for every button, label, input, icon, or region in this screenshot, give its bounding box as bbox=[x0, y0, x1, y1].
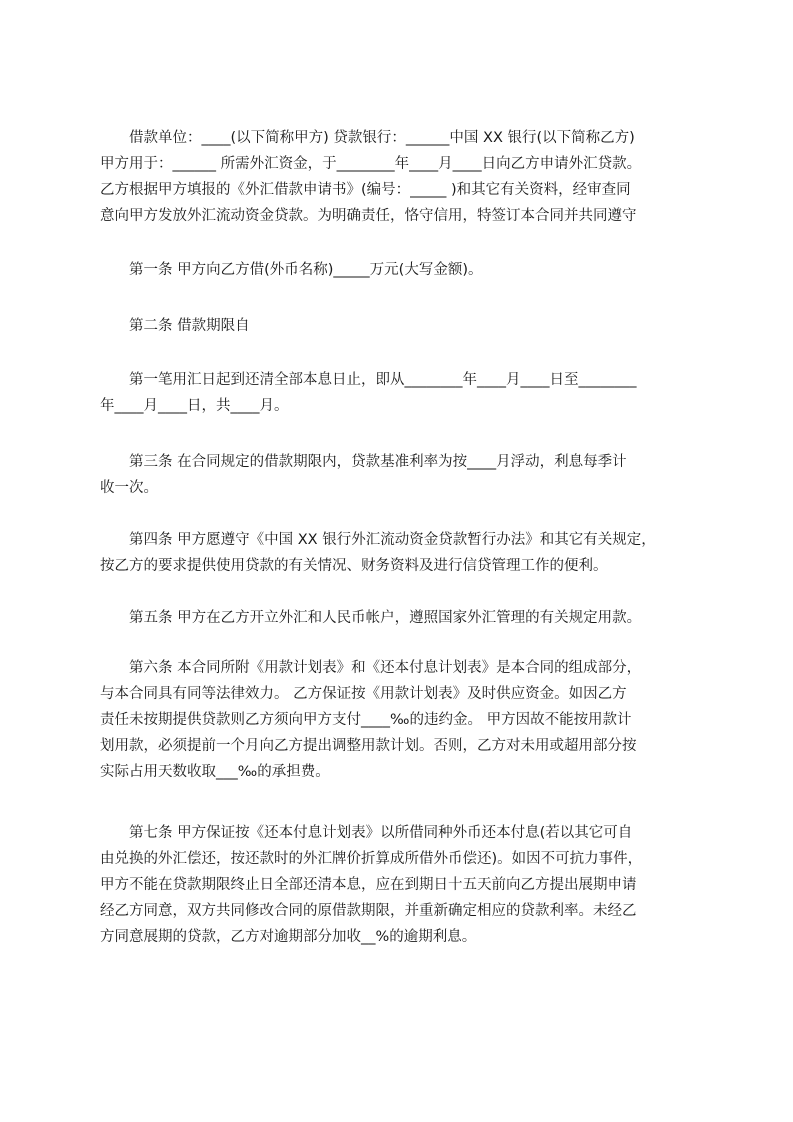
article-4-line-1: 第四条 甲方愿遵守《中国 XX 银行外汇流动资金贷款暂行办法》和其它有关规定， bbox=[100, 532, 656, 548]
intro-line-4: 意向甲方发放外汇流动资金贷款。为明确责任，恪守信用，特签订本合同并共同遵守 bbox=[100, 208, 637, 224]
article-6-line-4: 划用款，必须提前一个月向乙方提出调整用款计划。否则，乙方对未用或超用部分按 bbox=[100, 738, 637, 754]
article-4-paragraph bbox=[100, 527, 704, 579]
article-2-paragraph bbox=[100, 313, 704, 339]
article-5-line-1: 第五条 甲方在乙方开立外汇和人民币帐户，遵照国家外汇管理的有关规定用款。 bbox=[100, 610, 642, 626]
article-7-line-4: 经乙方同意，双方共同修改合同的原借款期限，并重新确定相应的贷款利率。未经乙 bbox=[100, 903, 637, 919]
article-6-line-1: 第六条 本合同所附《用款计划表》和《还本付息计划表》是本合同的组成部分， bbox=[100, 660, 642, 676]
article-7-line-3: 甲方不能在贷款期限终止日全部还清本息，应在到期日十五天前向乙方提出展期申请 bbox=[100, 877, 637, 893]
article-6-line-2: 与本合同具有同等法律效力。 乙方保证按《用款计划表》及时供应资金。如因乙方 bbox=[100, 686, 627, 702]
intro-line-3: 乙方根据甲方填报的《外汇借款申请书》(编号：_____ )和其它有关资料，经审查同 bbox=[100, 182, 631, 198]
article-4-line-2: 按乙方的要求提供使用贷款的有关情况、财务资料及进行信贷管理工作的便利。 bbox=[100, 558, 608, 574]
article-2-detail-paragraph bbox=[100, 367, 704, 419]
article-6-line-3: 责任未按期提供贷款则乙方须向甲方支付____‰的违约金。 甲方因故不能按用款计 bbox=[100, 712, 632, 728]
article-3-line-1: 第三条 在合同规定的借款期限内，贷款基准利率为按____月浮动，利息每季计 bbox=[100, 454, 627, 470]
intro-paragraph bbox=[100, 125, 704, 229]
article-7-line-2: 由兑换的外汇偿还，按还款时的外汇牌价折算成所借外币偿还)。如因不可抗力事件， bbox=[100, 851, 643, 867]
article-7-line-5: 方同意展期的贷款，乙方对逾期部分加收__%的逾期利息。 bbox=[100, 929, 477, 945]
article-6-line-5: 实际占用天数收取___‰的承担费。 bbox=[100, 764, 330, 780]
article-7-paragraph bbox=[100, 820, 704, 950]
article-5-paragraph bbox=[100, 605, 704, 631]
intro-line-2: 甲方用于：______ 所需外汇资金，于________年____月____日向乙方申请外汇贷款。 bbox=[100, 156, 642, 172]
article-1-paragraph bbox=[100, 257, 704, 283]
article-1-line-1: 第一条 甲方向乙方借(外币名称)_____万元(大写金额)。 bbox=[100, 262, 483, 278]
article-2-detail-line-1: 第一笔用汇日起到还清全部本息日止，即从________年____月____日至________ bbox=[100, 372, 637, 388]
article-3-line-2: 收一次。 bbox=[100, 480, 158, 496]
article-3-paragraph bbox=[100, 449, 704, 501]
article-2-line-1: 第二条 借款期限自 bbox=[100, 318, 250, 334]
article-7-line-1: 第七条 甲方保证按《还本付息计划表》以所借同种外币还本付息(若以其它可自 bbox=[100, 825, 633, 841]
intro-line-1: 借款单位：____(以下简称甲方) 贷款银行：______中国 XX 银行(以下简称乙方) bbox=[100, 130, 635, 146]
article-2-detail-line-2: 年____月____日，共____月。 bbox=[100, 398, 289, 414]
article-6-paragraph bbox=[100, 655, 704, 785]
